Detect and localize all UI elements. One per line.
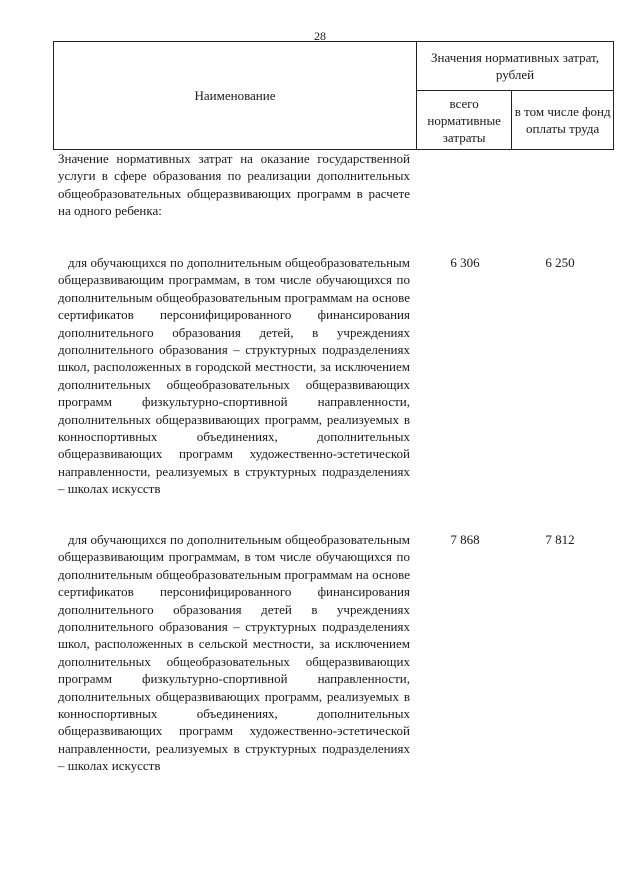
- row-total-value: 7 868: [450, 532, 480, 547]
- header-values-group-cell: [417, 42, 614, 91]
- header-wage-cell: [512, 91, 614, 150]
- header-total-label: всего нормативные затраты: [427, 95, 501, 145]
- row-wage-value: 6 250: [545, 255, 575, 270]
- header-total-cell: [417, 91, 512, 150]
- table-header: [53, 41, 614, 150]
- header-name-cell: [54, 42, 417, 150]
- row-wage-value: 7 812: [545, 532, 575, 547]
- header-name-label: Наименование: [194, 88, 276, 103]
- table-intro-text: Значение нормативных затрат на оказание государственной услуги в сфере образования по реализации дополнительных общеобразовательных общеразвивающих программ в расчете на одного ребенка:: [58, 151, 410, 219]
- row-description: для обучающихся по дополнительным общеобразовательным общеразвивающим программам, в том числе обучающихся по дополнительным общеобразовательным программам на основе сертификатов персонифицированного финансирования дополнительного образования детей, в учреждениях дополнительного образования – структурных подразделениях школ, расположенных в городской местности, за исключением дополнительных общеобразовательных общеразвивающих программ физкультурно-спортивной направленности, дополнительных общеразвивающих программ, реализуемых в конноспортивных объединениях, дополнительных общеразвивающих программ художественно-эстетической направленности, реализуемых в структурных подразделениях – школах искусств: [58, 255, 410, 497]
- header-wage-label: в том числе фонд оплаты труда: [514, 104, 611, 136]
- row-description: для обучающихся по дополнительным общеобразовательным общеразвивающим программам, в том числе обучающихся по дополнительным общеобразовательным программам на основе сертификатов персонифицированного финансирования дополнительного образования детей в учреждениях дополнительного образования – структурных подразделениях школ, расположенных в сельской местности, за исключением дополнительных общеобразовательных общеразвивающих программ физкультурно-спортивной направленности, дополнительных общеразвивающих программ, реализуемых в конноспортивных объединениях, дополнительных общеразвивающих программ художественно-эстетической направленности, реализуемых в структурных подразделениях – школах искусств: [58, 532, 410, 774]
- header-values-group-label: Значения нормативных затрат, рублей: [430, 50, 600, 82]
- row-total-value: 6 306: [450, 255, 480, 270]
- page-number: 28: [314, 29, 326, 43]
